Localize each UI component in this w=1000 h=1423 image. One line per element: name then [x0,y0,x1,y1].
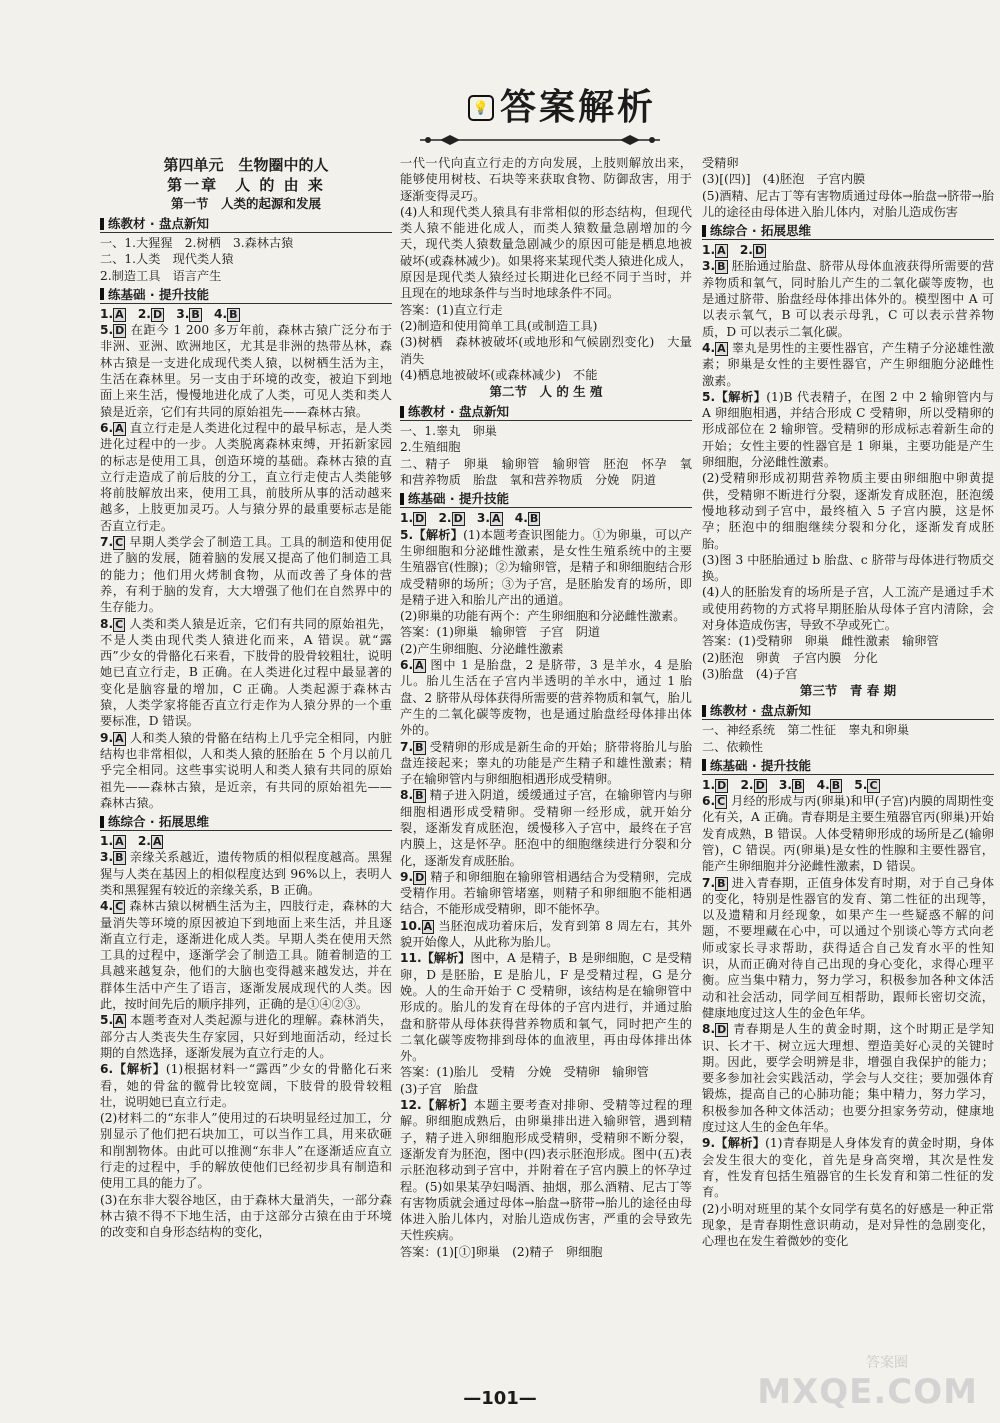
answer-box: B [794,778,803,792]
answer-line: 答案：(1)直立行走 [400,302,503,317]
answer-row [400,510,692,526]
question-number: 4. [502,511,528,526]
explanation [100,898,392,1012]
answer-box: C [869,778,878,792]
bar-marker-icon [100,288,104,300]
answer-box: B [191,307,200,321]
chapter-title: 第一章 人 的 由 来 [167,176,325,194]
question-number: 8. [400,788,414,803]
explanation-text: 胚胎通过胎盘、脐带从母体血液获得所需要的营养物质和氧气，同时胎儿产生的二氧化碳等废物，也是通过脐带、胎盘经母体排出体外的。模型图中 A 可以表示氧气，B 可以表示母乳，C 可以表示营养物质，D 可以表示二氧化碳。 [702,259,995,339]
explanation [400,869,692,918]
explanation-text: (2)材料二的“东非人”使用过的石块明显经过加工，分别显示了他们把石块加工，可以当作工具，用来砍砸和削割物体。由此可以推测“东非人”在逐渐适应直立行走的过程中，手的解放使他们已经初步具有制造和使用工具的能力了。 [100,1111,392,1191]
explanation-text: (2)卵巢的功能有两个：产生卵细胞和分泌雌性激素。 [400,609,686,624]
answer-box: D [717,1023,727,1037]
question-number: 1. [702,243,716,258]
answer-line: (4)栖息地被破坏(或森林减少) 不能 [400,367,598,382]
explanation [100,1061,392,1110]
answer-box: D [754,244,765,258]
answer-line: (3)[(四)] (4)胚泡 子宫内膜 [702,172,866,187]
answer-box: D [717,778,727,792]
answer-box: C [115,617,124,631]
explanation-text: (2)小明对班里的某个女同学有莫名的好感是一种正常现象，是青春期性意识萌动，是对异性的急剧变化，心理也在发生着微妙的变化 [702,1201,994,1249]
explanation [400,950,692,1064]
page-title: 答案解析 [500,87,657,128]
explanation-text: 一代一代向直立行走的方向发展，上肢则解放出来，能够使用树枝、石块等来获取食物、防御敌害，用于逐渐变得灵巧。 [400,156,692,203]
knowledge-line: 二、精子 卵巢 输卵管 输卵管 胚泡 怀孕 氧和营养物质 胎盘 氧和营养物质 分娩 阴道 [400,456,692,488]
analysis-label: 【解析】 [715,389,767,404]
explanation-text: 图中 1 是胎盘，2 是脐带，3 是羊水，4 是胎儿。胎儿生活在子宫内半透明的羊水中，通过 1 胎盘、2 脐带从母体获得所需要的营养物质和氧气，胎儿产生的二氧化碳等废物，也是通过胎盘经母体排出体外的。 [400,658,693,738]
analysis-label: 【解析】 [715,1136,766,1151]
knowledge-line: 2.制造工具 语言产生 [100,268,222,283]
explanation-text: 图中，A 是精子，B 是卵细胞，C 是受精卵，D 是胚胎，E 是胎儿，F 是受精过程，G 是分娩。人的生命开始于 C 受精卵，该结构是在输卵管中形成的。胎儿的发育在母体的子宫内进行，并通过胎盘和脐带从母体获得营养物质和氧气，同时把产生的二氧化碳等废物排到母体的血液里，再由母体排出体外。 [400,951,692,1064]
bar-label: 练基础 · 提升技能 [710,757,811,773]
explanation [100,616,392,730]
answer-line: 答案：(1)[①]卵巢 (2)精子 卵细胞 [400,1244,603,1259]
bar-label: 练教材 · 盘点新知 [710,703,811,719]
answer-box: D [755,778,765,792]
answer-row [100,306,392,322]
answer-line: (2)胚泡 卵黄 子宫内膜 分化 [702,650,878,665]
answer-line: (3)树栖 森林被破坏(或地形和气候剧烈变化) 大量消失 [400,335,692,366]
question-number: 7. [400,739,414,754]
question-number: 6. [400,658,414,673]
section-title: 第三节 青 春 期 [799,683,897,699]
title-ornament [420,134,660,146]
question-number: 5. [100,323,114,338]
explanation [702,258,994,339]
explanation-text: 本题主要考查对排卵、受精等过程的理解。卵细胞成熟后，由卵巢排出进入输卵管，遇到精子，精子进入卵细胞形成受精卵，受精卵不断分裂，逐渐发育为胚泡，图中(四)表示胚泡形成。图中(五)表示胚泡移动到子宫中，并附着在子宫内膜上的怀孕过程。(5)如果某孕妇喝酒、抽烟，那么酒精、尼古丁等有害物质就会通过母体→胎盘→脐带→胎儿的途径由母体进入胎儿体内，对胎儿造成伤害，严重的会导致先天性疾病。 [400,1098,693,1243]
explanation-text: 人类和类人猿是近亲，它们有共同的原始祖先，不是人类由现代类人猿进化而来，A 错误。就“露西”少女的骨骼化石来看，下肢骨的股骨较粗壮，说明她已直立行走，B 正确。在人类进化过程中最显著的变化是脑容量的增加，C 正确。人类起源于森林古猿，人类学家将能否直立行走作为人猿分界的一个重要标准，D 错误。 [100,616,393,729]
bar-marker-icon [702,225,706,237]
explanation-text: 睾丸是男性的主要性器官，产生精子分泌雄性激素；卵巢是女性的主要性器官，产生卵细胞分泌雌性激素。 [702,340,995,388]
question-number: 9. [100,730,114,745]
explanation-text: 受精卵的形成是新生命的开始；脐带将胎儿与胎盘连接起来；睾丸的功能是产生精子和雄性激素；精子在输卵管内与卵细胞相遇形成受精卵。 [400,739,693,787]
bar-label: 练综合 · 拓展思维 [108,814,209,830]
answer-box: C [115,900,124,914]
explanation-text: 当胚泡成功着床后，发育到第 8 周左右，其外貌开始像人，从此称为胎儿。 [400,918,692,950]
question-number: 6. [100,420,114,435]
question-number: 4. [702,340,716,355]
question-number: 7. [702,875,716,890]
answer-box: B [831,778,841,792]
section-bar [400,403,692,421]
answer-line: 答案：(1)卵巢 输卵管 子宫 阴道 [400,625,601,640]
question-number: 1. [100,834,114,849]
explanation [400,918,692,951]
question-number: 5. [842,777,868,792]
page-number: —101— [463,1388,537,1409]
explanation-text: 早期人类学会了制造工具。工具的制造和使用促进了脑的发展，随着脑的发展又提高了他们制造工具的能力；他们用火烤制食物，从而改善了身体的营养，有利于脑的发育，大大增强了他们在自然界中的生存能力。 [100,535,393,615]
explanation [400,787,692,868]
explanation-text: (1)本题考查识图能力。①为卵巢，可以产生卵细胞和分泌雌性激素，是女性生殖系统中的主要生殖器官(性腺)；②为输卵管，是精子和卵细胞结合形成受精卵的场所；③为子宫，是胚胎发育的场所，即是精子进入和胎儿产出的通道。 [400,527,693,607]
question-number: 3. [464,511,491,526]
explanation-text: 精子进入阴道，缓缓通过子宫，在输卵管内与卵细胞相遇形成受精卵。受精卵一经形成，就开始分裂，逐渐发育成胚泡，缓慢移入子宫中，最终在子宫内膜上，这是怀孕。胚泡中的细胞继续进行分裂和分化，逐渐发育成胚胎。 [400,788,693,868]
question-number: 3. [100,850,114,865]
question-number: 3. [702,259,716,274]
explanation [400,1097,692,1244]
bar-label: 练基础 · 提升技能 [408,491,509,507]
column-3 [702,155,994,1249]
question-number: 2. [728,777,754,792]
bar-marker-icon [100,218,104,230]
answer-line: 受精卵 [702,156,739,170]
answer-box: B [115,851,124,865]
bar-marker-icon [400,493,404,505]
explanation-text: 月经的形成与丙(卵巢)和甲(子宫)内膜的周期性变化有关，A 正确。青春期是主要生殖器官丙(卵巢)开始发育成熟，B 错误。人体受精卵形成的场所是乙(输卵管)，C 错误。丙(卵巢)是女性的性腺和主要性器官，能产生卵细胞并分泌雌性激素，D 错误。 [702,794,994,874]
question-number: 4. [100,899,114,914]
explanation-text: (4)人和现代类人猿具有非常相似的形态结构，但现代类人猿不能进化成人，而类人猿数量急剧增加的今天，现代类人猿数量急剧减少的原因可能是栖息地被破坏(或森林减少)。如果将来某现代类人猿进化成人，原因是现代类人猿经过长期进化已经不同于当时，并且现在的地球条件与当时地球条件不同。 [400,204,692,301]
watermark-caption: 答案圈 [866,1355,908,1371]
explanation-text: (4)人的胚胎发育的场所是子宫，人工流产是通过手术或使用药物的方式将早期胚胎从母体子宫内清除，会对身体造成伤害，导致不孕或死亡。 [702,585,994,633]
question-number: 8. [702,1022,716,1037]
answer-box: B [415,789,424,803]
answer-box: B [229,307,238,321]
section-bar [400,490,692,508]
explanation-text: 森林古猿以树栖生活为主，四肢行走，森林的大量消失等环境的原因被迫下到地面上来生活，并且逐渐直立行走，逐渐进化成人类。早期人类在使用天然工具的过程中，逐渐学会了制造工具。随着制造的工具越来越复杂，他们的大脑也变得越来越发达，并在群体生活中产生了语言，逐渐发展成现代的人类。因此，按时间先后的顺序排列，正确的是①④②③。 [100,899,393,1012]
answer-box: A [717,341,726,355]
answer-box: A [717,244,726,258]
answer-box: A [115,1014,124,1028]
answer-line: (3)子宫 胎盘 [400,1081,479,1096]
answer-line: (5)酒精、尼古丁等有害物质通过母体→胎盘→脐带→胎儿的途径由母体进入胎儿体内，对胎儿造成伤害 [702,188,994,219]
explanation-text: (3)图 3 中胚胎通过 b 胎盘、c 脐带与母体进行物质交换。 [702,552,994,584]
answer-box: B [717,876,726,890]
answer-box: A [115,835,124,849]
question-number: 3. [766,777,793,792]
question-number: 4. [201,306,228,321]
explanation [702,340,994,389]
section-title: 第二节 人 的 生 殖 [489,384,603,400]
explanation-text: 直立行走是人类进化过程中的最早标志，是人类进化过程中的一步。人类脱离森林束缚，开拓新家园的标志是使用工具，创造环境的基础。森林古猿的直立行走造成了前后肢的分工，直立行走使古人类能够将前肢解放出来，使用工具，前肢所从事的活动越来越多，上肢更加灵巧。人与猿分界的最重要标志是能否直立行走。 [100,420,393,533]
answer-box: C [115,536,124,550]
bar-label: 练教材 · 盘点新知 [108,216,209,231]
answer-box: D [415,870,425,884]
bar-label: 练教材 · 盘点新知 [408,404,509,420]
explanation-text: 在距今 1 200 多万年前，森林古猿广泛分布于非洲、亚洲、欧洲地区，尤其是非洲的热带丛林，森林古猿是一支进化成现代类人猿，以树栖生活为主，生活在森林里。另一支由于环境的改变，被迫下到地面上来生活，慢慢地进化成了人类，可见人类和类人猿是近亲，它们有共同的原始祖先——森林古猿。 [100,323,393,419]
answer-box: A [115,307,124,321]
answer-box: B [415,740,424,754]
explanation [702,875,994,1022]
knowledge-line: 一、1.大猩猩 2.树栖 3.森林古猿 [100,236,294,250]
explanation [100,420,392,534]
section-title: 第一节 人类的起源和发展 [170,196,321,211]
question-number: 8. [100,616,114,631]
question-number: 3. [164,306,190,321]
question-number: 12. [400,1098,422,1113]
explanation [100,322,392,420]
question-number: 5. [100,1013,114,1028]
section-bar [702,222,994,240]
analysis-label: 【解析】 [421,951,471,966]
explanation [400,527,692,608]
page-header [0,80,1000,150]
bar-marker-icon [702,705,706,717]
answer-line: 答案：(1)胎儿 受精 分娩 受精卵 输卵管 [400,1065,649,1080]
bar-marker-icon [702,759,706,771]
section-bar [702,757,994,775]
title-box [468,88,656,128]
bar-label: 练综合 · 拓展思维 [710,223,811,239]
section-bar [100,286,392,304]
question-number: 10. [400,918,422,933]
question-number: 2. [727,243,753,258]
explanation [702,389,994,470]
question-number: 9. [702,1136,716,1151]
explanation-text: 进入青春期，正值身体发育时期，对于自己身体的变化，特别是性器官的发育、第二性征的出现等，以及遗精和月经现象，如果产生一些疑惑不解的问题，不要埋藏在心中，可以通过个别谈心等方式向老师或家长寻求帮助，获得适合自己发育水平的性知识，从而正确对待自己出现的身心变化，求得心理平衡。应当集中精力，努力学习，积极参加各种文体活动和社会活动，同学间互相帮助，跟师长密切交流，健康地度过这人生的金色年华。 [702,875,995,1020]
knowledge-line: 一、神经系统 第二性征 睾丸和卵巢 [702,723,910,738]
explanation-text: 亲缘关系越近，遗传物质的相似程度越高。黑猩猩与人类在基因上的相似程度达到 96%以上，表明人类和黑猩猩有较近的亲缘关系，B 正确。 [100,850,393,897]
knowledge-line: 一、1.睾丸 卵巢 [400,424,497,439]
question-number: 4. [804,777,830,792]
answer-box: B [717,260,726,274]
bar-marker-icon [100,816,104,828]
answer-row [100,833,392,849]
answer-line: (2)制造和使用简单工具(或制造工具) [400,318,598,333]
explanation [702,1135,994,1200]
explanation-text: 人和类人猿的骨骼在结构上几乎完全相同，内脏结构也非常相似，人和类人猿的胚胎在 5 个月以前几乎完全相同。这些事实说明人和类人猿有共同的原始祖先——森林古猿，是近亲，有共同的原始祖先——森林古猿。 [100,730,393,810]
lightbulb-icon: 💡 [468,95,494,121]
explanation [100,849,392,898]
knowledge-line: 二、依赖性 [702,739,763,754]
answer-box: D [152,307,163,321]
question-number: 2. [426,511,452,526]
section-bar [100,215,392,233]
column-2 [400,155,692,1260]
question-number: 6. [100,1062,114,1077]
explanation-text: 青春期是人生的黄金时期，这个时期正是学知识、长才干、树立远大理想、塑造美好心灵的关键时期。因此，要学会明辨是非，增强自我保护的能力；要多参加社会实践活动，学会与人交往；要加强体育锻炼，提高自己的心肺功能；集中精力，努力学习，积极参加各种文体活动；也要分担家务劳动，健康地度过这人生的金色年华。 [702,1022,995,1135]
section-bar [702,702,994,720]
answer-box: A [423,919,433,933]
question-number: 9. [400,869,414,884]
explanation [100,534,392,615]
answer-box: A [492,512,501,526]
knowledge-line: 二、1.人类 现代类人猿 [100,252,234,267]
question-number: 1. [400,511,414,526]
explanation [702,1021,994,1135]
answer-line: (2)产生卵细胞、分泌雌性激素 [400,641,564,656]
explanation-text: 本题考查对人类起源与进化的理解。森林消失，部分古人类丧失生存家园，只好到地面活动，经过长期的自然选择，逐渐发展为直立行走的人。 [100,1013,393,1060]
question-number: 1. [702,777,716,792]
answer-line: 答案：(1)受精卵 卵巢 雌性激素 输卵管 [702,634,939,649]
analysis-label: 【解析】 [421,1098,474,1113]
answer-box: D [115,324,125,338]
explanation-text: (1)青春期是人身体发育的黄金时期，身体会发生很大的变化，首先是身高突增，其次是性发育，性发育包括生殖器官的生长发育和第二性征的发育。 [702,1136,995,1200]
explanation [100,730,392,811]
question-number: 7. [100,535,114,550]
answer-box: A [152,835,162,849]
watermark: MXQE.COM [757,1372,978,1412]
section-bar [100,813,392,831]
explanation-text: 精子和卵细胞在输卵管相遇结合为受精卵，完成受精作用。若输卵管堵塞，则精子和卵细胞不能相遇结合，不能形成受精卵，即不能怀孕。 [400,869,692,917]
answer-row [702,777,994,793]
explanation-text: (1)根据材料一“露西”少女的骨骼化石来看，她的骨盆的髋骨比较宽阔，下肢骨的股骨较粗壮，说明她已直立行走。 [100,1062,392,1109]
question-number: 6. [702,794,716,809]
knowledge-line: 2.生殖细胞 [400,440,461,455]
question-number: 1. [100,306,114,321]
analysis-label: 【解析】 [413,527,464,542]
explanation-text: (2)受精卵形成初期营养物质主要由卵细胞中卵黄提供，受精卵不断进行分裂，逐渐发育成胚泡，胚泡缓慢地移动到子宫中，最终植入 5 子宫内膜，这是怀孕；胚泡中的细胞继续分裂和分化，逐渐发育成胚胎。 [702,471,994,551]
question-number: 2. [125,834,151,849]
answer-box: A [415,659,424,673]
answer-box: D [453,512,463,526]
explanation [702,793,994,874]
answer-box: A [115,421,124,435]
unit-title: 第四单元 生物圈中的人 [163,156,329,174]
bar-label: 练基础 · 提升技能 [108,286,209,302]
question-number: 2. [125,306,151,321]
answer-box: C [717,795,726,809]
explanation [400,657,692,738]
answer-row [702,242,994,258]
explanation [100,1012,392,1061]
answer-box: D [415,512,425,526]
question-number: 5. [400,527,414,542]
explanation [400,739,692,788]
question-number: 11. [400,951,422,966]
answer-box: A [115,731,124,745]
explanation-text: (1)B 代表精子，在图 2 中 2 输卵管内与 A 卵细胞相遇，并结合形成 C 受精卵，所以受精卵的形成部位在 2 输卵管。受精卵的形成标志着新生命的开始；女性主要的性器官是 1 卵巢，主要功能是产生卵细胞，分泌雌性激素。 [702,389,994,470]
analysis-label: 【解析】 [113,1062,166,1077]
question-number: 5. [702,389,716,404]
answer-line: (3)胎盘 (4)子宫 [702,666,798,681]
explanation-text: (3)在东非大裂谷地区，由于森林大量消失，一部分森林古猿不得不下地生活，由于这部分古猿在由于环境的改变和自身形态结构的变化， [100,1192,392,1240]
bar-marker-icon [400,406,404,418]
answer-box: B [529,512,539,526]
column-1 [100,155,392,1241]
